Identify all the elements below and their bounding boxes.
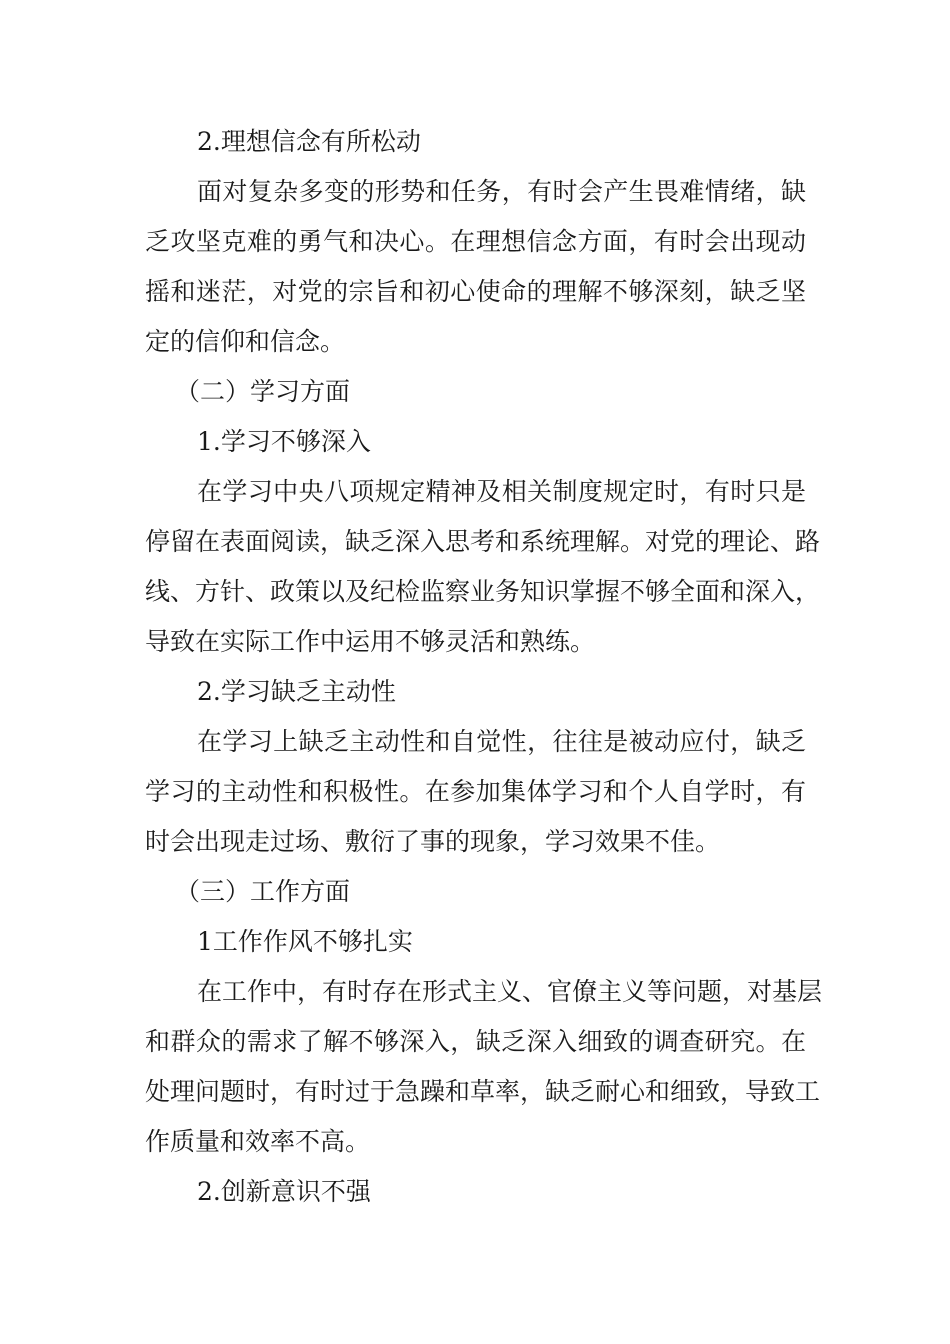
- subheading: 2.学习缺乏主动性: [197, 677, 396, 706]
- section-heading: （二）学习方面: [175, 377, 351, 406]
- paragraph-line: 乏攻坚克难的勇气和决心。在理想信念方面，有时会出现动: [145, 227, 806, 256]
- paragraph-line: 作质量和效率不高。: [145, 1127, 371, 1156]
- subheading: 2.创新意识不强: [197, 1177, 371, 1206]
- paragraph-line: 线、方针、政策以及纪检监察业务知识掌握不够全面和深入，: [145, 577, 821, 606]
- paragraph-line: 在学习上缺乏主动性和自觉性，往往是被动应付，缺乏: [197, 727, 806, 756]
- paragraph-line: 在工作中，有时存在形式主义、官僚主义等问题，对基层: [197, 977, 823, 1006]
- paragraph-line: 和群众的需求了解不够深入，缺乏深入细致的调查研究。在: [145, 1027, 806, 1056]
- paragraph-line: 学习的主动性和积极性。在参加集体学习和个人自学时，有: [145, 777, 806, 806]
- paragraph-line: 停留在表面阅读，缺乏深入思考和系统理解。对党的理论、路: [145, 527, 821, 556]
- paragraph-line: 处理问题时，有时过于急躁和草率，缺乏耐心和细致，导致工: [145, 1077, 821, 1106]
- paragraph-line: 导致在实际工作中运用不够灵活和熟练。: [145, 627, 596, 656]
- subheading: 1.学习不够深入: [197, 427, 371, 456]
- paragraph-line: 时会出现走过场、敷衍了事的现象，学习效果不佳。: [145, 827, 721, 856]
- document-page: [145, 117, 823, 1217]
- paragraph-line: 在学习中央八项规定精神及相关制度规定时，有时只是: [197, 477, 806, 506]
- subheading: 1工作作风不够扎实: [197, 927, 413, 956]
- paragraph-line: 摇和迷茫，对党的宗旨和初心使命的理解不够深刻，缺乏坚: [145, 277, 806, 306]
- paragraph-line: 定的信仰和信念。: [145, 327, 346, 356]
- subheading: 2.理想信念有所松动: [197, 127, 421, 156]
- paragraph-line: 面对复杂多变的形势和任务，有时会产生畏难情绪，缺: [197, 177, 806, 206]
- section-heading: （三）工作方面: [175, 877, 351, 906]
